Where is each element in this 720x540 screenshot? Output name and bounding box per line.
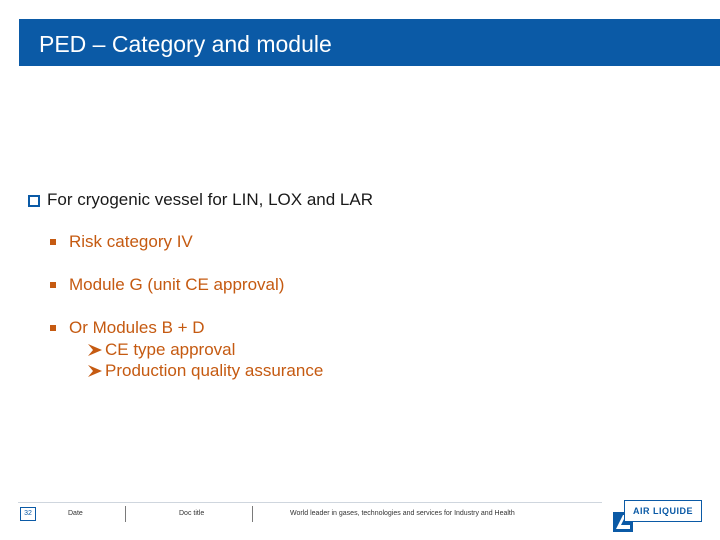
footer-separator [252,506,253,522]
level1-item [28,190,373,210]
bullet-item-modules-bd [50,318,205,338]
footer-tagline: World leader in gases, technologies and services for Industry and Health [290,510,515,517]
square-bullet-icon [50,239,56,245]
subbullet-text: CE type approval [105,340,236,359]
footer-divider [18,502,602,503]
subbullet-item-ce-type [87,340,235,360]
checkbox-icon [28,195,40,207]
level1-text: For cryogenic vessel for LIN, LOX and LAR [47,190,373,209]
footer-separator [125,506,126,522]
bullet-text: Module G (unit CE approval) [69,275,285,294]
arrow-icon [87,342,103,358]
bullet-item-risk [50,232,193,252]
square-bullet-icon [50,282,56,288]
subbullet-item-production [87,361,323,381]
bullet-text: Risk category IV [69,232,193,251]
arrow-icon [87,363,103,379]
footer-doc-title: Doc title [179,510,205,517]
footer-date: Date [68,510,83,517]
square-bullet-icon [50,325,56,331]
logo-box [624,500,702,522]
bullet-text: Or Modules B + D [69,318,205,337]
slide-title: PED – Category and module [39,31,332,57]
page-number: 32 [20,507,36,521]
bullet-item-module-g [50,275,284,295]
logo-text: AIR LIQUIDE [632,506,693,516]
subbullet-text: Production quality assurance [105,361,324,380]
